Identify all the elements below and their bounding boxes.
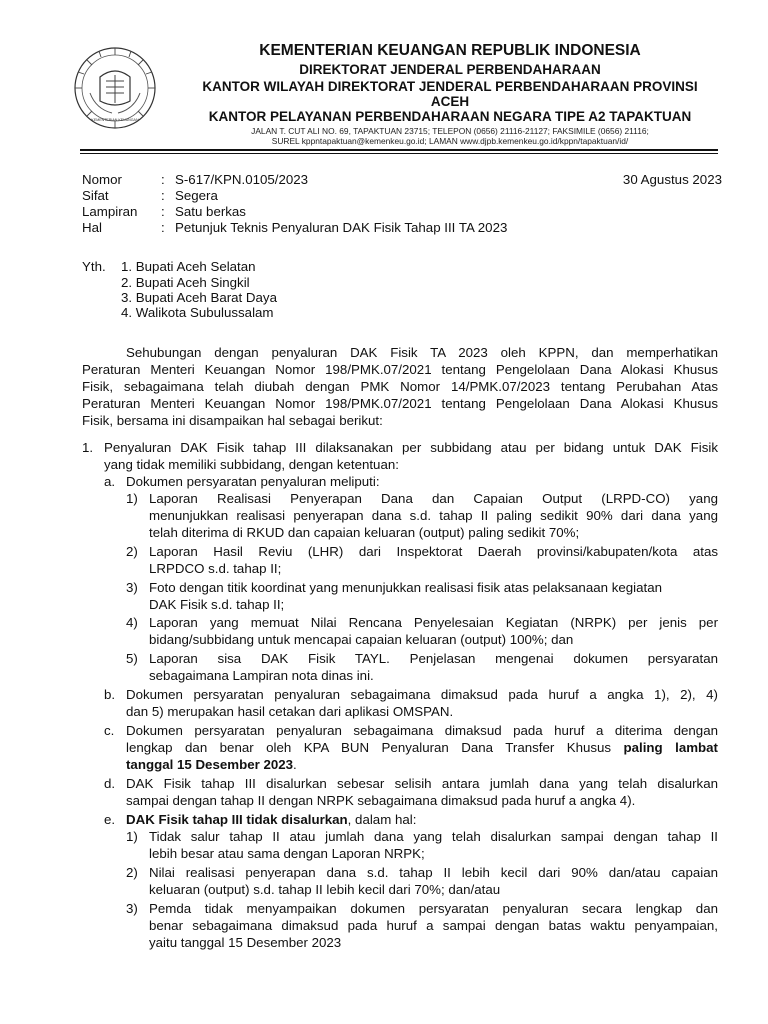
sub-d-line: DAK Fisik tahap III disalurkan sebesar selisih antara jumlah dana yang telah disalurkan (126, 776, 718, 791)
ministry-title: KEMENTERIAN KEUANGAN REPUBLIK INDONESIA (259, 42, 641, 59)
item-line: bidang/subbidang untuk mencapai capaian keluaran (output) 100%; dan (149, 632, 574, 647)
item-line: LRPDCO s.d. tahap II; (149, 561, 282, 576)
intro-line: Peraturan Menteri Keuangan Nomor 198/PMK.07/2021 tentang Pengelolaan Dana Alokasi Khusus (82, 362, 718, 377)
sub-letter: e. (104, 812, 116, 827)
directorate-title: DIREKTORAT JENDERAL PERBENDAHARAAN (299, 62, 601, 77)
recipient-item: 2. Bupati Aceh Singkil (121, 275, 250, 290)
sub-c-text: lengkap dan benar oleh KPA BUN Penyaluran Dana Transfer Khusus (126, 740, 612, 755)
regional-office-title-cont: ACEH (430, 94, 470, 109)
meta-label-nomor: Nomor (82, 172, 122, 187)
point-number: 1. (82, 440, 94, 455)
sub-d-line: sampai dengan tahap II dengan NRPK sebagaimana dimaksud pada huruf a angka 4). (126, 793, 636, 808)
intro-line: Peraturan Menteri Keuangan Nomor 198/PMK.07/2021 tentang Pengelolaan Dana Alokasi Khusus (82, 396, 718, 411)
item-line: sebagaimana Lampiran nota dinas ini. (149, 668, 374, 683)
meta-sep: : (161, 204, 165, 219)
deadline-date: tanggal 15 Desember 2023 (126, 757, 294, 772)
sub-c-end: . (293, 757, 297, 772)
sub-letter: b. (104, 687, 116, 702)
recipient-item: 4. Walikota Subulussalam (121, 305, 274, 320)
item-line: yaitu tanggal 15 Desember 2023 (149, 935, 342, 950)
sub-b-line: Dokumen persyaratan penyaluran sebagaimana dimaksud pada huruf a angka 1), 2), 4) (126, 687, 718, 702)
item-num: 4) (126, 615, 138, 630)
intro-line: Fisik, sebagaimana telah diubah dengan PMK Nomor 14/PMK.07/2023 tentang Perubahan Atas (82, 379, 718, 394)
sub-b-line: dan 5) merupakan hasil cetakan dari aplikasi OMSPAN. (126, 704, 454, 719)
item-num: 3) (126, 580, 138, 595)
item-line: Laporan yang memuat Nilai Rencana Penyelesaian Kegiatan (NRPK) per jenis per (149, 615, 718, 630)
item-line: benar sebagaimana dimaksud pada huruf a sampai dengan batas waktu penyampaian, (149, 918, 718, 933)
sub-e-rest: , dalam hal: (347, 812, 417, 827)
item-line: keluaran (output) s.d. tahap II lebih kecil dari 70%; dan/atau (149, 882, 501, 897)
meta-value-hal: Petunjuk Teknis Penyaluran DAK Fisik Tahap III TA 2023 (175, 220, 508, 235)
item-line: Nilai realisasi penyerapan dana s.d. tahap II lebih kecil dari 90% dan/atau capaian (149, 865, 718, 880)
item-line: menunjukkan realisasi penyerapan dana s.d. tahap II paling sedikit 90% dari dana yang (149, 508, 718, 523)
point1-line: Penyaluran DAK Fisik tahap III dilaksanakan per subbidang atau per bidang untuk DAK Fisik (104, 440, 718, 455)
point1-line: yang tidak memiliki subbidang, dengan ketentuan: (104, 457, 399, 472)
office-contact: SUREL kppntapaktuan@kemenkeu.go.id; LAMAN www.djpb.kemenkeu.go.id/kppn/tapaktuan/id/ (271, 136, 629, 146)
meta-label-lampiran: Lampiran (82, 204, 138, 219)
item-num: 3) (126, 901, 138, 916)
item-line: Foto dengan titik koordinat yang menunjukkan realisasi fisik atas pelaksanaan kegiatan (149, 580, 662, 595)
item-line: telah diterima di RKUD dan capaian keluaran (output) paling sedikit 70%; (149, 525, 580, 540)
recipient-item: 1. Bupati Aceh Selatan (121, 259, 256, 274)
sub-e-line (126, 811, 416, 828)
meta-label-sifat: Sifat (82, 188, 109, 203)
item-num: 1) (126, 491, 138, 506)
meta-sep: : (161, 188, 165, 203)
item-num: 2) (126, 865, 138, 880)
item-line: Pemda tidak menyampaikan dokumen persyaratan penyaluran secara lengkap dan (149, 901, 718, 916)
meta-label-hal: Hal (82, 220, 102, 235)
recipient-item: 3. Bupati Aceh Barat Daya (121, 290, 277, 305)
not-disbursed-heading: DAK Fisik tahap III tidak disalurkan (126, 812, 348, 827)
letterhead-divider (80, 149, 718, 151)
sub-letter: d. (104, 776, 116, 791)
regional-office-title: KANTOR WILAYAH DIREKTORAT JENDERAL PERBENDAHARAAN PROVINSI (202, 79, 698, 94)
sub-c-line (126, 739, 718, 756)
item-line: lebih besar atau sama dengan Laporan NRPK; (149, 846, 425, 861)
sub-a-text: Dokumen persyaratan penyaluran meliputi: (126, 474, 380, 489)
item-num: 1) (126, 829, 138, 844)
letterhead-divider-thin (80, 153, 718, 154)
meta-value-nomor: S-617/KPN.0105/2023 (175, 172, 309, 187)
office-title: KANTOR PELAYANAN PERBENDAHARAAN NEGARA TIPE A2 TAPAKTUAN (208, 109, 692, 124)
intro-line: Fisik, bersama ini disampaikan hal sebagai berikut: (82, 413, 383, 428)
meta-sep: : (161, 172, 165, 187)
sub-letter: c. (104, 723, 115, 738)
item-num: 2) (126, 544, 138, 559)
item-line: Laporan sisa DAK Fisik TAYL. Penjelasan mengenai dokumen persyaratan (149, 651, 718, 666)
sub-letter: a. (104, 474, 116, 489)
kemenkeu-emblem-icon (72, 45, 158, 131)
meta-sep: : (161, 220, 165, 235)
emblem-text: KEMENTERIAN KEUANGAN (91, 118, 139, 122)
item-line: DAK Fisik s.d. tahap II; (149, 597, 285, 612)
item-line: Tidak salur tahap II atau jumlah dana yang telah disalurkan sampai dengan tahap II (149, 829, 718, 844)
meta-value-lampiran: Satu berkas (175, 204, 246, 219)
letter-date: 30 Agustus 2023 (622, 172, 722, 187)
item-line: Laporan Hasil Reviu (LHR) dari Inspektorat Daerah provinsi/kabupaten/kota atas (149, 544, 718, 559)
salutation: Yth. (82, 259, 106, 274)
office-address: JALAN T. CUT ALI NO. 69, TAPAKTUAN 23715; TELEPON (0656) 21116-21127; FAKSIMILE (0656) 21116; (251, 126, 649, 136)
intro-line: Sehubungan dengan penyaluran DAK Fisik TA 2023 oleh KPPN, dan memperhatikan (126, 345, 718, 360)
deadline-emphasis: paling lambat (623, 740, 718, 755)
item-num: 5) (126, 651, 138, 666)
sub-c-line: Dokumen persyaratan penyaluran sebagaimana dimaksud pada huruf a diterima dengan (126, 723, 718, 738)
sub-c-line (126, 756, 297, 773)
item-line: Laporan Realisasi Penyerapan Dana dan Capaian Output (LRPD-CO) yang (149, 491, 718, 506)
meta-value-sifat: Segera (175, 188, 218, 203)
